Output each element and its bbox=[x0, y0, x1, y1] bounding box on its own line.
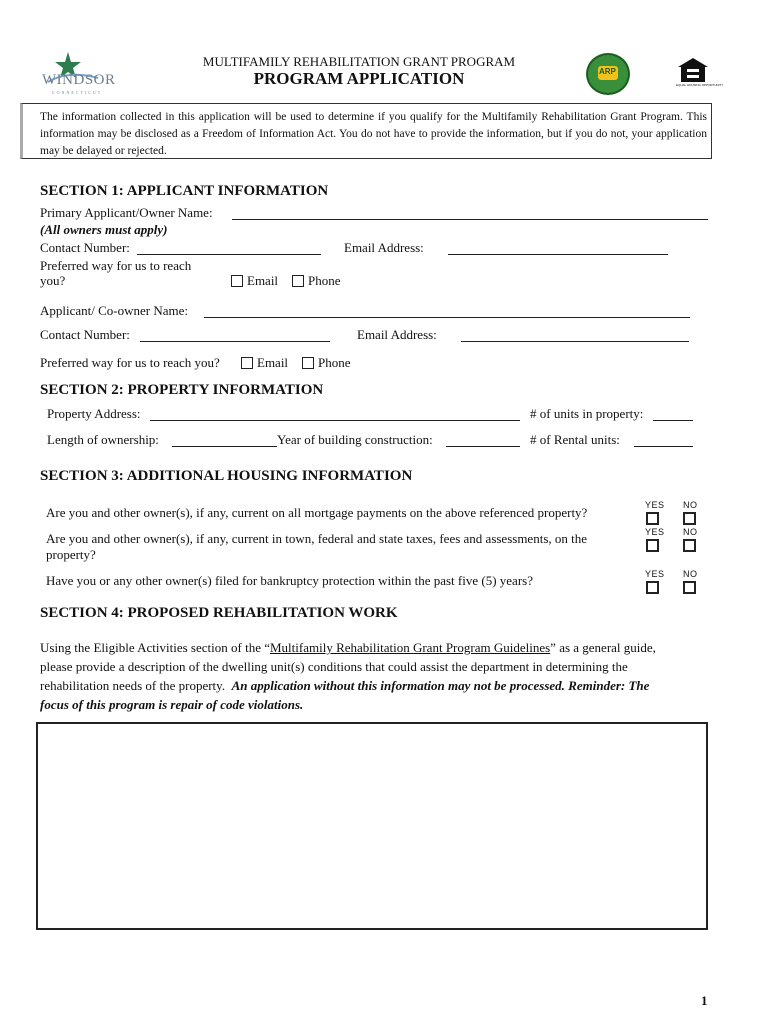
arp-badge-text: ARP bbox=[599, 67, 616, 76]
ownership-length-label: Length of ownership: bbox=[47, 432, 159, 447]
q1-yes-checkbox[interactable] bbox=[646, 512, 659, 525]
rehabilitation-description-box[interactable] bbox=[36, 722, 708, 930]
units-label: # of units in property: bbox=[530, 406, 644, 421]
units-field[interactable] bbox=[653, 408, 693, 421]
q3-no-label: NO bbox=[683, 569, 698, 579]
email-checkbox[interactable] bbox=[231, 275, 243, 287]
preferred-contact-label: Preferred way for us to reach bbox=[40, 258, 192, 273]
section4-paragraph-line2: please provide a description of the dwelling unit(s) conditions that could assist the department in determining the bbox=[40, 659, 628, 674]
q3-yes-checkbox[interactable] bbox=[646, 581, 659, 594]
rental-units-label: # of Rental units: bbox=[530, 432, 620, 447]
coowner-email-option-label: Email bbox=[257, 355, 289, 370]
preferred-phone-option[interactable] bbox=[292, 273, 341, 289]
section4-heading: SECTION 4: PROPOSED REHABILITATION WORK bbox=[40, 605, 398, 621]
guidelines-link[interactable]: Multifamily Rehabilitation Grant Program Guidelines bbox=[269, 640, 551, 655]
notice-text: The information collected in this application will be used to determine if you qualify for the Multifamily Rehabilitation Grant Program. This information may be disclosed as a Freedom of Information Act. You do not have to provide the information, but if you do not, your application may be delayed or rejected. bbox=[40, 111, 707, 157]
q3-yes-label: YES bbox=[645, 569, 665, 579]
question-bankruptcy: Have you or any other owner(s) filed for bankruptcy protection within the past five (5) years? bbox=[46, 573, 533, 588]
arp-badge bbox=[586, 53, 630, 95]
q2-yes-checkbox[interactable] bbox=[646, 539, 659, 552]
section4-text-a: Using the Eligible Activities section of the “ bbox=[40, 640, 270, 655]
q3-no-checkbox[interactable] bbox=[683, 581, 696, 594]
ownership-length-field[interactable] bbox=[172, 434, 277, 447]
program-title: MULTIFAMILY REHABILITATION GRANT PROGRAM bbox=[202, 54, 516, 69]
section4-warning: An application without this information may not be processed. Reminder: The bbox=[231, 678, 650, 693]
section3-heading: SECTION 3: ADDITIONAL HOUSING INFORMATION bbox=[40, 468, 413, 484]
document-title: PROGRAM APPLICATION bbox=[253, 69, 465, 88]
logo-subtext: CONNECTICUT bbox=[52, 90, 103, 95]
section2-heading: SECTION 2: PROPERTY INFORMATION bbox=[40, 382, 324, 398]
q2-no-label: NO bbox=[683, 527, 698, 537]
q1-no-checkbox[interactable] bbox=[683, 512, 696, 525]
section4-paragraph-line3 bbox=[40, 678, 649, 694]
section4-paragraph-line4: focus of this program is repair of code violations. bbox=[40, 697, 304, 712]
phone-option-label: Phone bbox=[308, 273, 341, 288]
section4-text-b: ” as a general guide, bbox=[550, 640, 656, 655]
preferred-contact-label-cont: you? bbox=[40, 273, 66, 288]
email-option-label: Email bbox=[247, 273, 279, 288]
equal-housing-text: EQUAL HOUSING OPPORTUNITY bbox=[676, 83, 724, 87]
section1-heading: SECTION 1: APPLICANT INFORMATION bbox=[40, 183, 329, 199]
coowner-phone-checkbox[interactable] bbox=[302, 357, 314, 369]
contact-number-label: Contact Number: bbox=[40, 240, 130, 255]
email-address-field[interactable] bbox=[448, 242, 668, 255]
logo-text: WINDSOR bbox=[42, 72, 116, 88]
question-taxes-cont: property? bbox=[46, 547, 96, 562]
coowner-preferred-label: Preferred way for us to reach you? bbox=[40, 355, 220, 370]
phone-checkbox[interactable] bbox=[292, 275, 304, 287]
notice-box bbox=[20, 103, 712, 159]
question-mortgage: Are you and other owner(s), if any, current on all mortgage payments on the above referenced property? bbox=[46, 505, 588, 520]
construction-year-field[interactable] bbox=[446, 434, 520, 447]
section4-text-c: rehabilitation needs of the property. bbox=[40, 678, 226, 693]
coowner-email-option[interactable] bbox=[241, 355, 288, 371]
section4-paragraph-line1 bbox=[40, 640, 656, 656]
coowner-phone-option-label: Phone bbox=[318, 355, 351, 370]
coowner-name-field[interactable] bbox=[204, 305, 690, 318]
coowner-email-checkbox[interactable] bbox=[241, 357, 253, 369]
house-icon bbox=[676, 57, 710, 83]
q1-no-label: NO bbox=[683, 500, 698, 510]
primary-applicant-field[interactable] bbox=[232, 207, 708, 220]
property-address-label: Property Address: bbox=[47, 406, 141, 421]
q1-yes-label: YES bbox=[645, 500, 665, 510]
coowner-email-label: Email Address: bbox=[357, 327, 437, 342]
coowner-phone-option[interactable] bbox=[302, 355, 351, 371]
page-number: 1 bbox=[701, 993, 708, 1008]
q2-no-checkbox[interactable] bbox=[683, 539, 696, 552]
question-taxes: Are you and other owner(s), if any, current in town, federal and state taxes, fees and assessments, on the bbox=[46, 531, 588, 546]
coowner-contact-label: Contact Number: bbox=[40, 327, 130, 342]
email-address-label: Email Address: bbox=[344, 240, 424, 255]
primary-applicant-label: Primary Applicant/Owner Name: bbox=[40, 205, 213, 220]
q2-yes-label: YES bbox=[645, 527, 665, 537]
construction-year-label: Year of building construction: bbox=[277, 432, 433, 447]
property-address-field[interactable] bbox=[150, 408, 520, 421]
preferred-email-option[interactable] bbox=[231, 273, 278, 289]
contact-number-field[interactable] bbox=[137, 242, 321, 255]
rental-units-field[interactable] bbox=[634, 434, 693, 447]
equal-housing-icon bbox=[676, 57, 724, 89]
coowner-email-field[interactable] bbox=[461, 329, 689, 342]
coowner-name-label: Applicant/ Co-owner Name: bbox=[40, 303, 189, 318]
all-owners-note: (All owners must apply) bbox=[40, 222, 168, 237]
coowner-contact-field[interactable] bbox=[140, 329, 330, 342]
